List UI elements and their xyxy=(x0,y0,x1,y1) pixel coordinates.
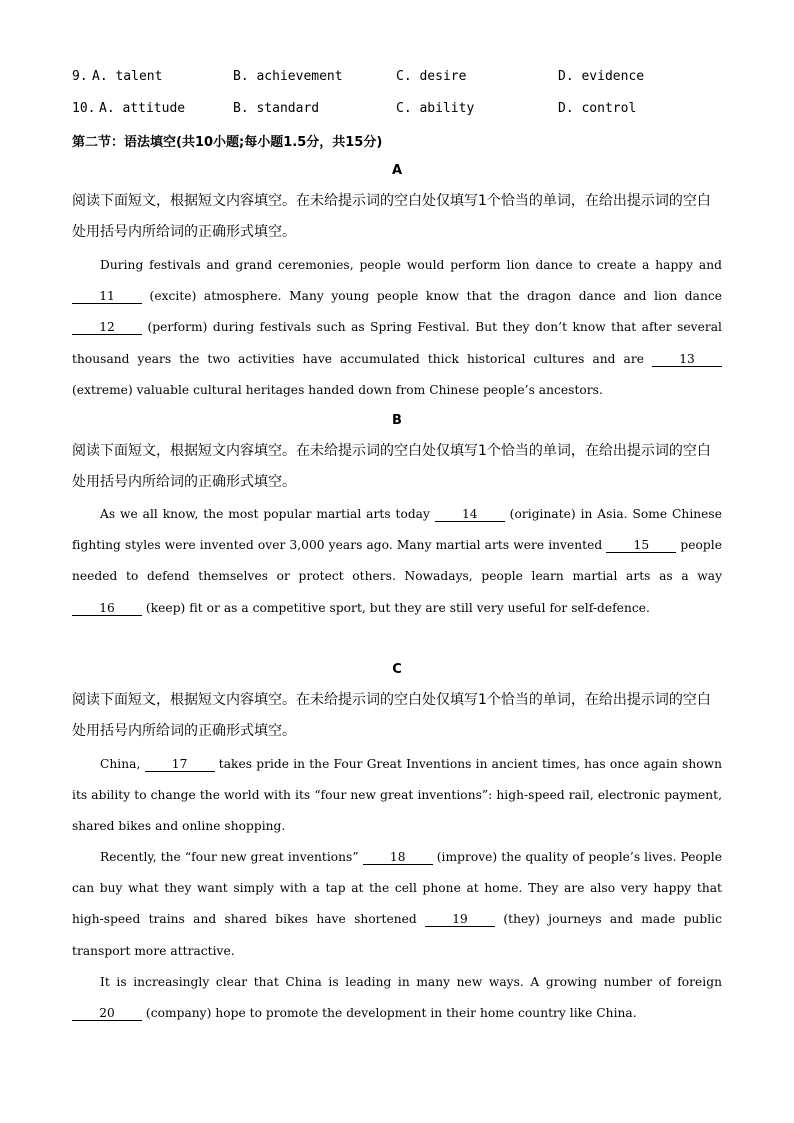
question-number: 10. xyxy=(72,101,96,116)
text-run: During festivals and grand ceremonies, people would perform lion dance to create a happy and xyxy=(100,258,722,272)
option-b: B. achievement xyxy=(233,69,343,84)
answer-blank-18[interactable]: 18 xyxy=(363,850,433,865)
instruction-line: 处用括号内所给词的正确形式填空。 xyxy=(72,224,296,240)
option-d: D. evidence xyxy=(558,69,645,84)
instruction-line: 处用括号内所给词的正确形式填空。 xyxy=(72,723,296,739)
passage-c-paragraph-2 xyxy=(72,842,722,967)
answer-blank-12[interactable]: 12 xyxy=(72,320,142,335)
passage-a-letter: A xyxy=(391,163,403,178)
text-run: (extreme) valuable cultural heritages handed down from Chinese people’s ancestors. xyxy=(72,382,603,397)
text-run: (originate) in Asia. Some Chinese fighting styles were invented over 3,000 years ago. Many martial arts were invented xyxy=(72,507,722,553)
option-a: A. talent xyxy=(92,69,163,84)
text-run: people needed to defend themselves or protect others. Nowadays, people learn martial arts as a way xyxy=(72,538,722,584)
passage-b-letter: B xyxy=(392,413,402,428)
instruction-line: 阅读下面短文，根据短文内容填空。在未给提示词的空白处仅填写1个恰当的单词，在给出提示词的空白 xyxy=(72,443,711,459)
text-run: As we all know, the most popular martial arts today xyxy=(100,507,430,521)
option-d: D. control xyxy=(558,101,637,116)
answer-blank-14[interactable]: 14 xyxy=(435,507,505,522)
passage-b-instruction xyxy=(72,436,722,498)
passage-c-instruction xyxy=(72,685,722,747)
text-run: (perform) during festivals such as Spring Festival. But they don’t know that after several thousand years the two activities have accumulated thick historical cultures and are xyxy=(72,320,722,366)
text-run: (improve) the quality of people’s lives. People can buy what they want simply with a tap at the cell phone at home. They are also very happy that high-speed trains and shared bikes have shortened xyxy=(72,850,722,927)
section-heading: 第二节：语法填空(共10小题;每小题1.5分，共15分) xyxy=(72,135,383,150)
text-run: Recently, the “four new great inventions” xyxy=(100,850,359,864)
option-b: B. standard xyxy=(233,101,320,116)
passage-c-letter: C xyxy=(392,662,402,677)
instruction-line: 阅读下面短文，根据短文内容填空。在未给提示词的空白处仅填写1个恰当的单词，在给出提示词的空白 xyxy=(72,692,711,708)
answer-blank-13[interactable]: 13 xyxy=(652,352,722,367)
answer-blank-15[interactable]: 15 xyxy=(606,538,676,553)
option-a: A. attitude xyxy=(99,101,186,116)
text-run: takes pride in the Four Great Inventions in ancient times, has once again shown its ability to change the world with its “four new great inventions”: high-speed rail, electronic payment, shared bikes and online shopping. xyxy=(72,757,722,834)
passage-c-paragraph-1 xyxy=(72,749,722,843)
answer-blank-17[interactable]: 17 xyxy=(145,757,215,772)
text-run: (excite) atmosphere. Many young people know that the dragon dance and lion dance xyxy=(142,289,722,304)
option-c: C. ability xyxy=(396,101,475,116)
passage-a-text xyxy=(72,250,722,406)
passage-a-instruction xyxy=(72,186,722,248)
text-run: China, xyxy=(100,757,141,771)
answer-blank-19[interactable]: 19 xyxy=(425,912,495,927)
text-run: It is increasingly clear that China is leading in many new ways. A growing number of foreign xyxy=(100,975,722,989)
passage-b-text xyxy=(72,499,722,624)
text-run: (company) hope to promote the development in their home country like China. xyxy=(142,1006,637,1021)
passage-c-paragraph-3 xyxy=(72,967,722,1029)
instruction-line: 阅读下面短文，根据短文内容填空。在未给提示词的空白处仅填写1个恰当的单词，在给出提示词的空白 xyxy=(72,193,711,209)
answer-blank-20[interactable]: 20 xyxy=(72,1006,142,1021)
answer-blank-16[interactable]: 16 xyxy=(72,601,142,616)
question-number: 9. xyxy=(72,69,88,84)
text-run: (they) journeys and made public transport more attractive. xyxy=(72,912,722,958)
instruction-line: 处用括号内所给词的正确形式填空。 xyxy=(72,474,296,490)
option-c: C. desire xyxy=(396,69,467,84)
text-run: (keep) fit or as a competitive sport, but they are still very useful for self-defence. xyxy=(142,600,650,615)
answer-blank-11[interactable]: 11 xyxy=(72,289,142,304)
